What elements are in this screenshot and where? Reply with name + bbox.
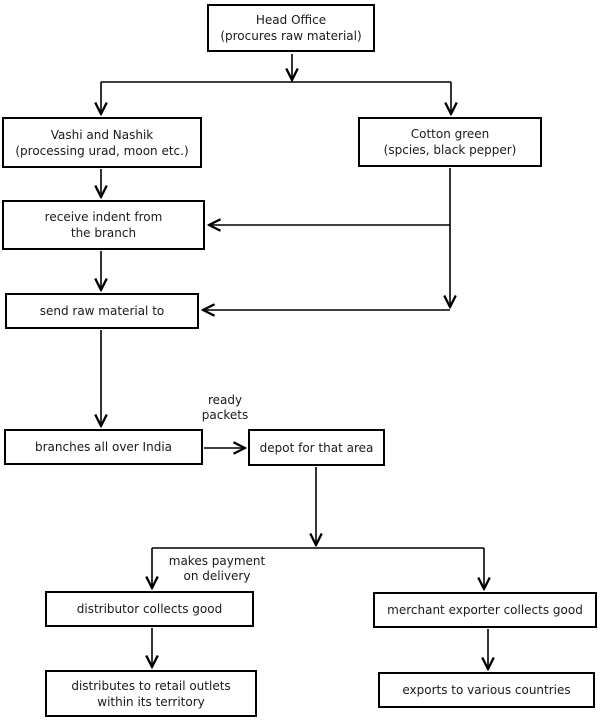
node-vashi-nashik-line2: (processing urad, moon etc.): [15, 143, 189, 158]
node-depot-area: [248, 429, 385, 466]
node-exports-countries: [378, 672, 595, 708]
node-retail-outlets-line2: within its territory: [97, 694, 205, 709]
label-makes-payment: [167, 554, 267, 584]
node-head-office-line2: (procures raw material): [220, 29, 362, 43]
node-distributor-collects-text: distributor collects good: [76, 602, 223, 616]
node-depot-area-text: depot for that area: [259, 440, 374, 455]
node-exports-countries-text: exports to various countries: [402, 683, 571, 697]
node-retail-outlets-line1: distributes to retail outlets: [71, 678, 231, 693]
label-makes-payment-line2: on delivery: [183, 569, 251, 583]
node-send-raw-material: [5, 293, 199, 329]
label-ready-packets: [192, 393, 258, 423]
node-merchant-exporter: [373, 592, 597, 628]
node-cotton-green: [358, 117, 542, 167]
node-cotton-green-line1: Cotton green: [410, 127, 490, 141]
node-head-office-line1: Head Office: [255, 13, 327, 27]
node-merchant-exporter-text: merchant exporter collects good: [387, 603, 583, 617]
node-distributor-collects: [45, 591, 254, 627]
node-vashi-nashik: [2, 117, 202, 168]
node-cotton-green-line2: (spcies, black pepper): [383, 143, 517, 157]
label-makes-payment-line1: makes payment: [168, 554, 266, 568]
label-ready-packets-line2: packets: [201, 408, 249, 422]
node-branches-india-text: branches all over India: [34, 440, 173, 454]
node-receive-indent-line1: receive indent from: [44, 210, 163, 224]
node-vashi-nashik-line1: Vashi and Nashik: [50, 127, 154, 142]
node-send-raw-material-text: send raw material to: [39, 304, 165, 318]
label-ready-packets-line1: ready: [207, 393, 243, 407]
node-branches-india: [4, 429, 203, 465]
node-receive-indent-line2: the branch: [70, 226, 137, 240]
node-receive-indent: [2, 200, 205, 250]
node-head-office: [207, 4, 375, 52]
node-retail-outlets: [45, 670, 257, 717]
